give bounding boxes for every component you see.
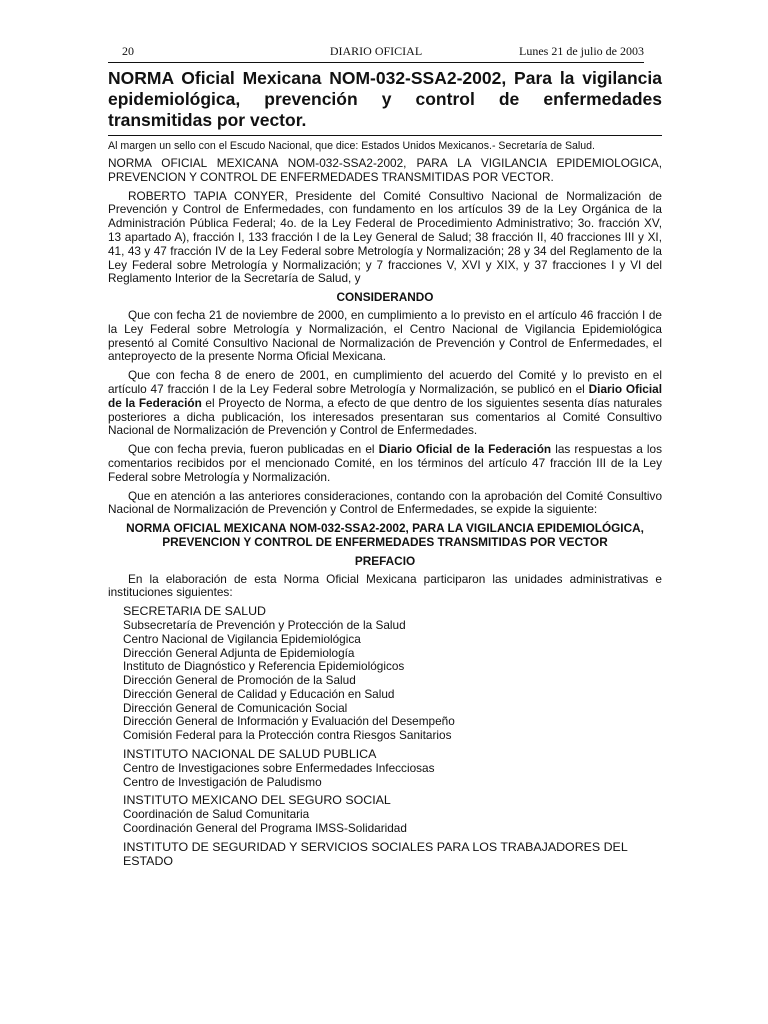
institution-unit: Coordinación de Salud Comunitaria xyxy=(123,807,310,822)
institution-name: SECRETARIA DE SALUD xyxy=(123,604,266,619)
institution-group xyxy=(123,841,662,869)
institution-unit: Dirección General de Promoción de la Salud xyxy=(123,673,356,688)
publication-name: DIARIO OFICIAL xyxy=(329,44,423,58)
institution-group xyxy=(123,605,662,743)
document-body xyxy=(108,68,662,868)
considerando-paragraph-1: Que con fecha 21 de noviembre de 2000, en cumplimiento a lo previsto en el artículo 46 fracción I de la Ley Federal sobre Metrología y Normalización, el Centro Nacional de Vigilancia Epidemiológica presentó al Comité Consultivo Nacional de Normalización de Prevención y Control de Enfermedades, el anteproyecto de la presente Norma Oficial Mexicana. xyxy=(108,307,662,364)
considerando-paragraph-2: Que con fecha 8 de enero de 2001, en cumplimiento del acuerdo del Comité y lo previsto en el artículo 47 fracción I de la Ley Federal sobre Metrología y Normalización, se publicó en el Diario Oficial de la Federación el Proyecto de Norma, a efecto de que dentro de los siguientes sesenta días naturales posteriores a dicha publicación, los interesados presentaran sus comentarios al Comité Consultivo Nacional de Normalización de Prevención y Control de Enfermedades. xyxy=(108,368,662,438)
institution-unit: Subsecretaría de Prevención y Protección de la Salud xyxy=(123,617,406,632)
institution-name: INSTITUTO DE SEGURIDAD Y SERVICIOS SOCIALES PARA LOS TRABAJADORES DEL ESTADO xyxy=(123,839,628,868)
intro-caps: NORMA OFICIAL MEXICANA NOM-032-SSA2-2002, PARA LA VIGILANCIA EPIDEMIOLOGICA, PREVENCION Y CONTROL DE ENFERMEDADES TRANSMITIDAS POR VECTOR. xyxy=(108,156,662,184)
institution-unit: Comisión Federal para la Protección contra Riesgos Sanitarios xyxy=(123,728,452,743)
page-number: 20 xyxy=(122,44,134,58)
preamble-paragraph: ROBERTO TAPIA CONYER, Presidente del Comité Consultivo Nacional de Normalización de Prevención y Control de Enfermedades, con fundamento en los artículos 39 de la Ley Orgánica de la Administración Pública Federal; 4o. de la Ley Federal de Procedimiento Administrativo; 3o. fracción XV, 13 apartado A), fracción I, 133 fracción I de la Ley General de Salud; 38 fracción II, 40 fracciones III y XI, 41, 43 y 47 fracción IV de la Ley Federal sobre Metrología y Normalización; 28 y 34 del Reglamento de la Ley Federal sobre Metrología y Normalización; y 7 fracciones V, XVI y XIX, y 37 fracciones I y VI del Reglamento Interior de la Secretaría de Salud, y xyxy=(108,188,662,286)
title-divider xyxy=(108,135,662,136)
prefacio-intro: En la elaboración de esta Norma Oficial Mexicana participaron las unidades administrativas e instituciones siguientes: xyxy=(108,571,662,600)
publication-date: Lunes 21 de julio de 2003 xyxy=(519,44,644,58)
institution-unit: Instituto de Diagnóstico y Referencia Epidemiológicos xyxy=(123,659,405,674)
dof-reference: Diario Oficial de la Federación xyxy=(108,381,662,410)
institution-unit: Centro de Investigación de Paludismo xyxy=(123,774,322,789)
institution-group xyxy=(123,748,662,789)
considerando-paragraph-3: Que con fecha previa, fueron publicadas en el Diario Oficial de la Federación las respuestas a los comentarios recibidos por el mencionado Comité, en los términos del artículo 47 fracción III de la Ley Federal sobre Metrología y Normalización. xyxy=(108,442,662,484)
institution-unit: Dirección General de Comunicación Social xyxy=(123,700,348,715)
institution-unit: Centro Nacional de Vigilancia Epidemiológica xyxy=(123,631,361,646)
dof-reference: Diario Oficial de la Federación xyxy=(378,442,552,457)
institution-unit: Dirección General de Información y Evaluación del Desempeño xyxy=(123,714,455,729)
document-title: NORMA Oficial Mexicana NOM-032-SSA2-2002, Para la vigilancia epidemiológica, prevención y control de enfermedades transmitidas por vector. xyxy=(108,68,662,130)
considerando-heading: CONSIDERANDO xyxy=(336,290,434,305)
prefacio-heading: PREFACIO xyxy=(354,553,416,568)
institution-unit: Dirección General Adjunta de Epidemiología xyxy=(123,645,355,660)
institution-unit: Dirección General de Calidad y Educación en Salud xyxy=(123,686,395,701)
norma-heading: NORMA OFICIAL MEXICANA NOM-032-SSA2-2002, PARA LA VIGILANCIA EPIDEMIOLÓGICA, PREVENCION Y CONTROL DE ENFERMEDADES TRANSMITIDAS POR VECTOR xyxy=(126,521,644,549)
institutions-list xyxy=(108,605,662,868)
institution-name: INSTITUTO NACIONAL DE SALUD PUBLICA xyxy=(123,747,377,762)
institution-unit: Centro de Investigaciones sobre Enfermedades Infecciosas xyxy=(123,760,435,775)
considerando-paragraph-4: Que en atención a las anteriores consideraciones, contando con la aprobación del Comité Consultivo Nacional de Normalización de Prevención y Control de Enfermedades, se expide la siguiente: xyxy=(108,488,662,517)
institution-group xyxy=(123,794,662,835)
page-header xyxy=(108,42,644,63)
margin-note: Al margen un sello con el Escudo Nacional, que dice: Estados Unidos Mexicanos.- Secretaría de Salud. xyxy=(108,140,595,152)
institution-name: INSTITUTO MEXICANO DEL SEGURO SOCIAL xyxy=(123,793,391,808)
institution-unit: Coordinación General del Programa IMSS-Solidaridad xyxy=(123,821,407,836)
